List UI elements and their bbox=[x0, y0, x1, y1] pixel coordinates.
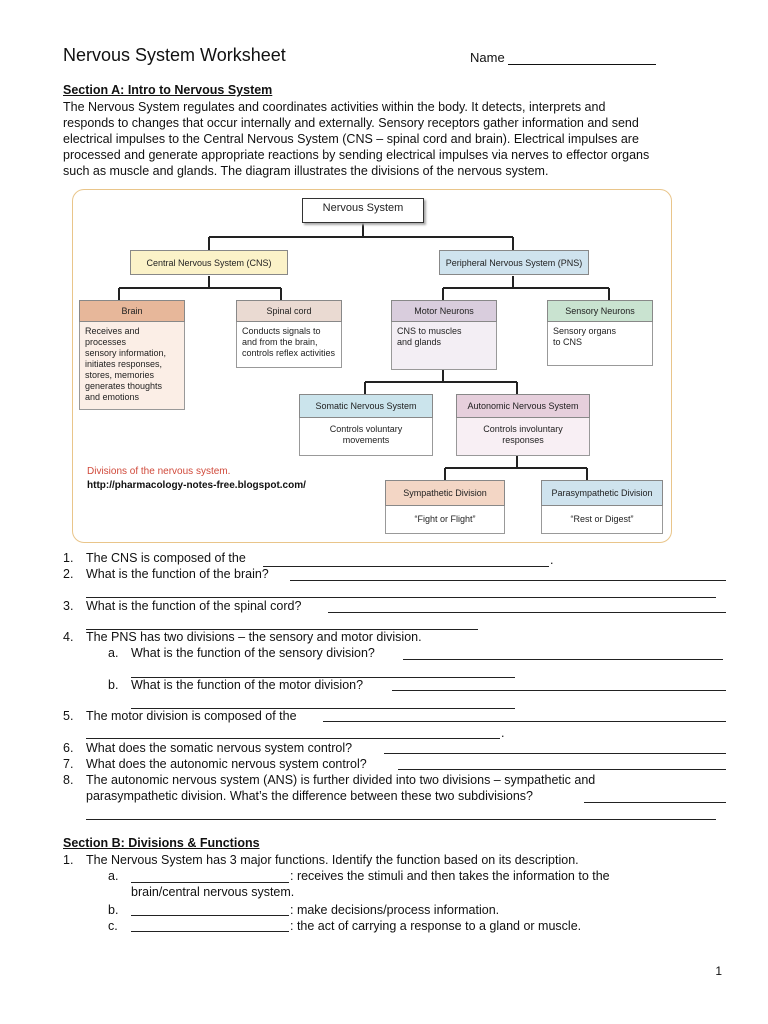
motor-text-line: CNS to muscles bbox=[397, 326, 462, 336]
sensory-neurons-box-title: Sensory Neurons bbox=[547, 300, 653, 322]
question-4-text: The PNS has two divisions – the sensory and motor division. bbox=[86, 630, 422, 644]
function-c-text: : the act of carrying a response to a gland or muscle. bbox=[290, 919, 582, 933]
somatic-text-line: movements bbox=[342, 435, 390, 445]
sub-label: b. bbox=[108, 678, 119, 692]
function-c-blank[interactable] bbox=[131, 931, 289, 932]
sub-label: a. bbox=[108, 646, 119, 660]
answer-2-line-2[interactable] bbox=[86, 597, 716, 598]
brain-text-line: Receives and processes bbox=[85, 326, 140, 347]
motor-text-line: and glands bbox=[397, 337, 442, 347]
intro-line: such as muscle and glands. The diagram illustrates the divisions of the nervous system. bbox=[63, 164, 549, 178]
function-a-text: : receives the stimuli and then takes the information to the bbox=[290, 869, 610, 883]
spinal-text-line: and from the brain, bbox=[242, 337, 318, 347]
answer-7-line[interactable] bbox=[398, 769, 726, 770]
answer-2-line[interactable] bbox=[290, 580, 726, 581]
brain-text-line: stores, memories bbox=[85, 370, 155, 380]
somatic-box-body bbox=[299, 418, 433, 456]
question-7-text: What does the autonomic nervous system control? bbox=[86, 757, 367, 771]
answer-1-line[interactable] bbox=[263, 566, 549, 567]
name-label: Name bbox=[470, 50, 505, 65]
parasympathetic-box-title: Parasympathetic Division bbox=[541, 480, 663, 506]
question-8-text: The autonomic nervous system (ANS) is further divided into two divisions – sympathetic and bbox=[86, 773, 596, 787]
question-8-text-2: parasympathetic division. What’s the difference between these two subdivisions? bbox=[86, 789, 534, 803]
intro-line: processed and generate appropriate reactions by sending electrical impulses via nerves to effector organs bbox=[63, 148, 650, 162]
worksheet-title: Nervous System Worksheet bbox=[63, 45, 286, 65]
answer-5-tail: . bbox=[501, 726, 505, 740]
answer-4b-line[interactable] bbox=[392, 690, 726, 691]
function-a-blank[interactable] bbox=[131, 882, 289, 883]
section-b-heading: Section B: Divisions & Functions bbox=[63, 836, 260, 850]
question-3-text: What is the function of the spinal cord? bbox=[86, 599, 302, 613]
sympathetic-box-body: “Fight or Flight” bbox=[385, 506, 505, 534]
somatic-box-title: Somatic Nervous System bbox=[299, 394, 433, 418]
answer-5-line-2[interactable] bbox=[86, 738, 500, 739]
answer-8-line[interactable] bbox=[584, 802, 726, 803]
diagram-caption: Divisions of the nervous system. bbox=[87, 466, 231, 477]
intro-paragraph bbox=[63, 99, 731, 179]
page-number: 1 bbox=[715, 964, 722, 978]
question-number: 7. bbox=[63, 757, 74, 771]
question-number: 6. bbox=[63, 741, 74, 755]
sensory-neurons-box-body bbox=[547, 322, 653, 366]
answer-6-line[interactable] bbox=[384, 753, 726, 754]
autonomic-box-body bbox=[456, 418, 590, 456]
diagram-source-url: http://pharmacology-notes-free.blogspot.com/ bbox=[87, 480, 306, 491]
sensory-text-line: Sensory organs bbox=[553, 326, 617, 336]
question-2-text: What is the function of the brain? bbox=[86, 567, 269, 581]
name-field[interactable] bbox=[508, 64, 656, 65]
spinal-cord-box-title: Spinal cord bbox=[236, 300, 342, 322]
question-number: 4. bbox=[63, 630, 74, 644]
question-4b-text: What is the function of the motor division? bbox=[131, 678, 364, 692]
function-a-text-2: brain/central nervous system. bbox=[131, 885, 295, 899]
question-4a-text: What is the function of the sensory division? bbox=[131, 646, 375, 660]
function-b-blank[interactable] bbox=[131, 915, 289, 916]
section-a-heading: Section A: Intro to Nervous System bbox=[63, 83, 273, 97]
brain-text-line: and emotions bbox=[85, 392, 140, 402]
spinal-cord-box-body bbox=[236, 322, 342, 368]
pns-box: Peripheral Nervous System (PNS) bbox=[439, 250, 589, 275]
intro-line: responds to changes that occur internally and externally. Sensory receptors gather information and send bbox=[63, 116, 639, 130]
intro-line: electrical impulses to the Central Nervous System (CNS – spinal cord and brain). Electrical impulses are bbox=[63, 132, 639, 146]
motor-neurons-box-body bbox=[391, 322, 497, 370]
sensory-text-line: to CNS bbox=[553, 337, 583, 347]
answer-5-line[interactable] bbox=[323, 721, 726, 722]
answer-3-line[interactable] bbox=[328, 612, 726, 613]
nervous-system-root-box: Nervous System bbox=[302, 198, 424, 223]
question-number: 8. bbox=[63, 773, 74, 787]
spinal-text-line: Conducts signals to bbox=[242, 326, 321, 336]
question-number: 3. bbox=[63, 599, 74, 613]
brain-box-body bbox=[79, 322, 185, 410]
sympathetic-box-title: Sympathetic Division bbox=[385, 480, 505, 506]
somatic-text-line: Controls voluntary bbox=[329, 424, 403, 434]
brain-text-line: initiates responses, bbox=[85, 359, 163, 369]
answer-1-tail: . bbox=[550, 553, 554, 567]
question-5-text: The motor division is composed of the bbox=[86, 709, 297, 723]
brain-text-line: sensory information, bbox=[85, 348, 167, 358]
parasympathetic-box-body: “Rest or Digest” bbox=[541, 506, 663, 534]
motor-neurons-box-title: Motor Neurons bbox=[391, 300, 497, 322]
brain-text-line: generates thoughts bbox=[85, 381, 163, 391]
sub-label: a. bbox=[108, 869, 119, 883]
autonomic-box-title: Autonomic Nervous System bbox=[456, 394, 590, 418]
function-b-text: : make decisions/process information. bbox=[290, 903, 500, 917]
question-number: 2. bbox=[63, 567, 74, 581]
section-b-question-1-text: The Nervous System has 3 major functions. Identify the function based on its description. bbox=[86, 853, 579, 867]
question-number: 1. bbox=[63, 853, 74, 867]
sub-label: c. bbox=[108, 919, 118, 933]
autonomic-text-line: Controls involuntary bbox=[483, 424, 563, 434]
brain-box-title: Brain bbox=[79, 300, 185, 322]
spinal-text-line: controls reflex activities bbox=[242, 348, 336, 358]
autonomic-text-line: responses bbox=[502, 435, 544, 445]
answer-4a-line[interactable] bbox=[403, 659, 723, 660]
question-number: 5. bbox=[63, 709, 74, 723]
question-6-text: What does the somatic nervous system control? bbox=[86, 741, 353, 755]
answer-8-line-2[interactable] bbox=[86, 819, 716, 820]
cns-box: Central Nervous System (CNS) bbox=[130, 250, 288, 275]
question-number: 1. bbox=[63, 551, 74, 565]
sub-label: b. bbox=[108, 903, 119, 917]
intro-line: The Nervous System regulates and coordinates activities within the body. It detects, interprets and bbox=[63, 100, 606, 114]
question-1-text: The CNS is composed of the bbox=[86, 551, 246, 565]
nervous-system-diagram bbox=[72, 189, 672, 543]
